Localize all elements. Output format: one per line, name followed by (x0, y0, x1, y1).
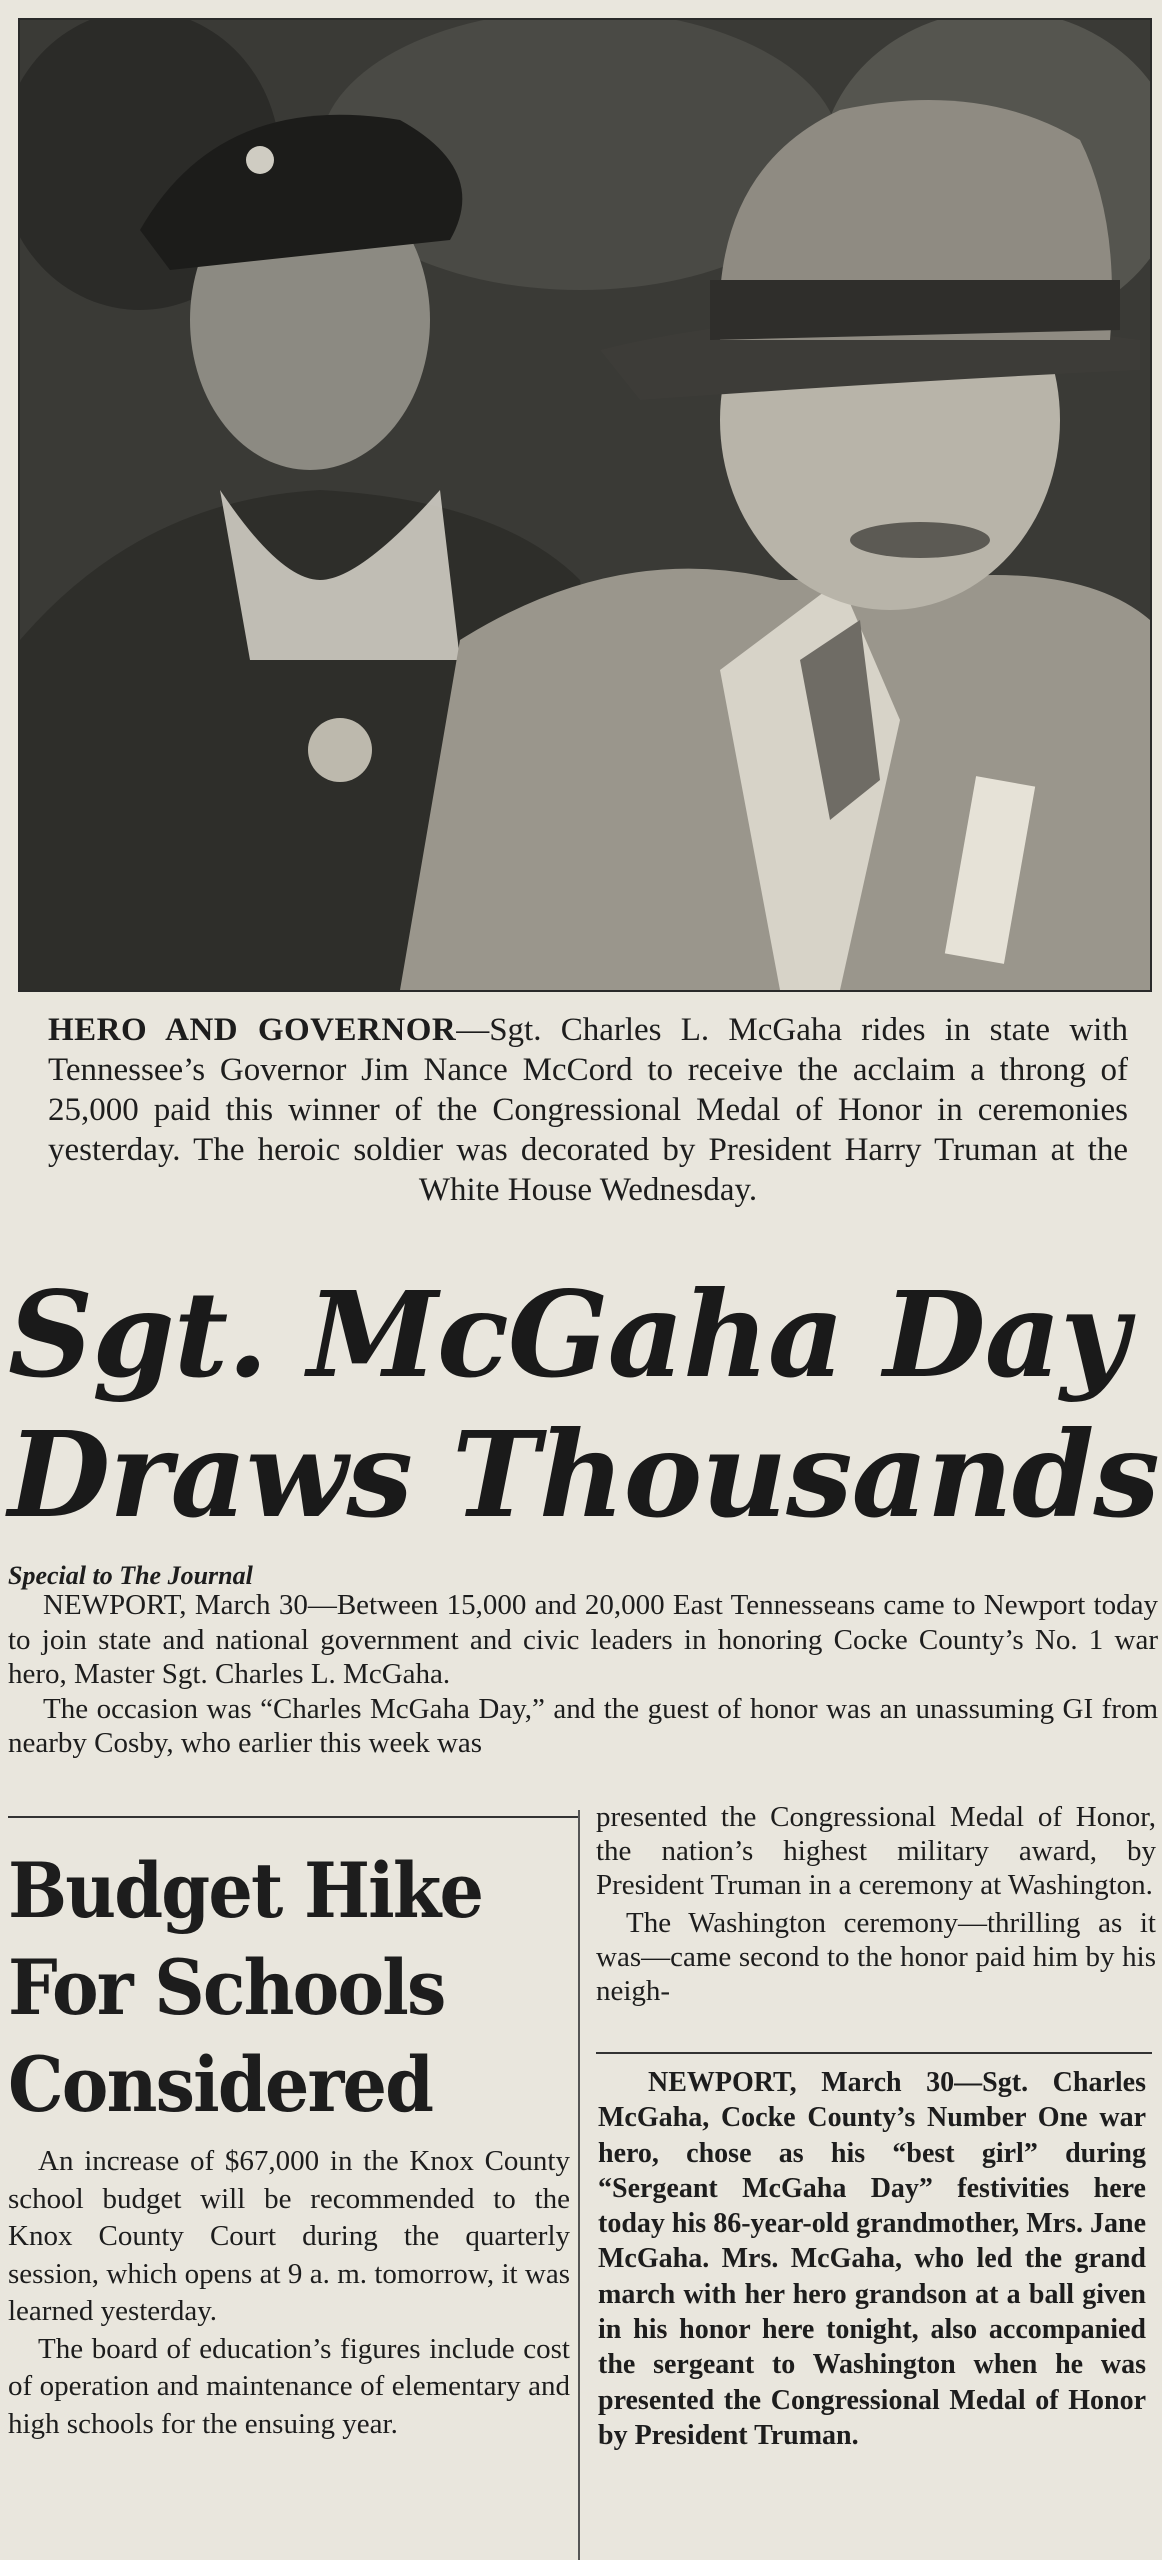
news-photo (18, 18, 1152, 992)
photo-caption (48, 1010, 1128, 1210)
main-story-para-1: NEWPORT, March 30—Between 15,000 and 20,000 East Tennesseans came to Newport today to join state and national government and civic leaders in honoring Cocke County’s No. 1 war hero, Master Sgt. Charles L. McGaha. (8, 1589, 1158, 1690)
budget-para-1: An increase of $67,000 in the Knox County school budget will be recommended to the Knox County Court during the quarterly session, which opens at 9 a. m. tomorrow, it was learned yesterday. (8, 2145, 570, 2327)
main-story-para-3: The Washington ceremony—thrilling as it was—came second to the honor paid him by his neigh- (596, 1907, 1156, 2007)
budget-story (8, 1842, 570, 2443)
column-divider (578, 1810, 580, 2560)
main-story-continued (596, 1800, 1156, 2008)
budget-para-2: The board of education’s figures include cost of operation and maintenance of elementary and high schools for the ensuing year. (8, 2332, 570, 2440)
main-story-top (8, 1588, 1158, 1761)
budget-headline-line-3: Considered (8, 2040, 433, 2129)
main-headline-line-2: Draws Thousands (8, 1405, 1159, 1544)
main-headline (8, 1265, 1158, 1545)
byline: Special to The Journal (8, 1561, 253, 1590)
main-story-para-2: The occasion was “Charles McGaha Day,” and the guest of honor was an unassuming GI from nearby Cosby, who earlier this week was (8, 1692, 1158, 1759)
main-story-para-2-cont: presented the Congressional Medal of Honor, the nation’s highest military award, by President Truman in a ceremony at Washington. (596, 1801, 1156, 1901)
main-headline-line-1: Sgt. McGaha Day (8, 1265, 1128, 1404)
grandmother-story-text: NEWPORT, March 30—Sgt. Charles McGaha, Cocke County’s Number One war hero, chose as his “best girl” during “Sergeant McGaha Day” festivities here today his 86-year-old grandmother, Mrs. Jane McGaha. Mrs. McGaha, who led the grand march with her hero grandson at a ball given in his honor here tonight, also accompanied the sergeant to Washington when he was presented the Congressional Medal of Honor by President Truman. (598, 2067, 1146, 2451)
caption-lead: HERO AND GOVERNOR (48, 1012, 457, 1048)
photo-icon (20, 20, 1150, 990)
column-rule-left (8, 1816, 578, 1818)
budget-headline-line-1: Budget Hike (8, 1846, 483, 1935)
budget-headline-line-2: For Schools (8, 1943, 445, 2032)
sidebar-rule (596, 2052, 1152, 2054)
caption-text: —Sgt. Charles L. McGaha rides in state with Tennessee’s Governor Jim Nance McCord to receive the acclaim a throng of 25,000 paid this winner of the Congressional Medal of Honor in ceremonies yesterday. The heroic soldier was decorated by President Harry Truman at the White House Wednesday. (48, 1012, 1128, 1208)
grandmother-story (598, 2065, 1146, 2453)
